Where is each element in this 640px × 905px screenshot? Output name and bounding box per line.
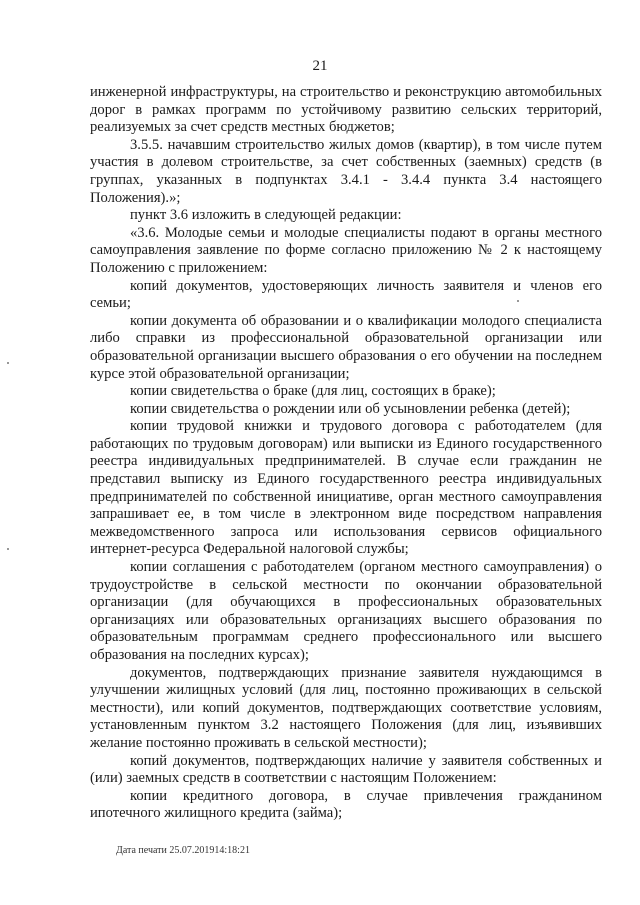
paragraph: 3.5.5. начавшим строительство жилых домов (квартир), в том числе путем участия в долевом строительстве, за счет собственных (заемных) средств (в группах, указанных в подпунктах 3.4.1 - 3.4.4 пункта 3.4 настоящего Положения).»; bbox=[90, 136, 602, 206]
paragraph: копии соглашения с работодателем (органом местного самоуправления) о трудоустройстве в сельской местности по окончании образовательной организации (для обучающихся в профессиональных образовательных организациях или образовательных организациях высшего образования по образовательным программам среднего профессионального или высшего образования на последних курсах); bbox=[90, 559, 602, 663]
scan-speck bbox=[7, 548, 9, 550]
scan-speck bbox=[517, 300, 519, 302]
print-date-footer: Дата печати 25.07.201914:18:21 bbox=[116, 845, 250, 856]
scan-speck bbox=[7, 362, 9, 364]
paragraph: «3.6. Молодые семьи и молодые специалисты подают в органы местного самоуправления заявление по форме согласно приложению № 2 к настоящему Положению с приложением: bbox=[90, 224, 602, 276]
paragraph: копии трудовой книжки и трудового договора с работодателем (для работающих по трудовым договорам) или выписки из Единого государственного реестра индивидуальных предпринимателей. В случае если гражданин не представил выписку из Единого государственного реестра индивидуальных предпринимателей по собственной инициативе, орган местного самоуправления запрашивает ее, в том числе в электронном виде посредством направления межведомственного запроса или использования сервисов официального интернет-ресурса Федеральной налоговой службы; bbox=[90, 418, 602, 558]
paragraph: пункт 3.6 изложить в следующей редакции: bbox=[130, 207, 402, 224]
paragraph: инженерной инфраструктуры, на строительство и реконструкцию автомобильных дорог в рамках программ по устойчивому развитию сельских территорий, реализуемых за счет средств местных бюджетов; bbox=[90, 84, 602, 136]
document-body bbox=[90, 84, 602, 823]
page-number: 21 bbox=[312, 58, 328, 74]
paragraph: копий документов, подтверждающих наличие у заявителя собственных и (или) заемных средств в соответствии с настоящим Положением: bbox=[90, 752, 602, 787]
paragraph: копии кредитного договора, в случае привлечения гражданином ипотечного жилищного кредита (займа); bbox=[90, 787, 602, 822]
paragraph: копий документов, удостоверяющих личность заявителя и членов его семьи; bbox=[90, 277, 602, 312]
paragraph: копии документа об образовании и о квалификации молодого специалиста либо справки из профессиональной образовательной организации или образовательной организации высшего образования о его обучении на последнем курсе этой образовательной организации; bbox=[90, 312, 602, 382]
paragraph: документов, подтверждающих признание заявителя нуждающимся в улучшении жилищных условий (для лиц, постоянно проживающих в сельской местности), или копий документов, подтверждающих соответствие условиям, установленным пунктом 3.2 настоящего Положения (для лиц, изъявивших желание постоянно проживать в сельской местности); bbox=[90, 664, 602, 751]
paragraph: копии свидетельства о браке (для лиц, состоящих в браке); bbox=[130, 383, 496, 400]
paragraph: копии свидетельства о рождении или об усыновлении ребенка (детей); bbox=[130, 400, 571, 417]
